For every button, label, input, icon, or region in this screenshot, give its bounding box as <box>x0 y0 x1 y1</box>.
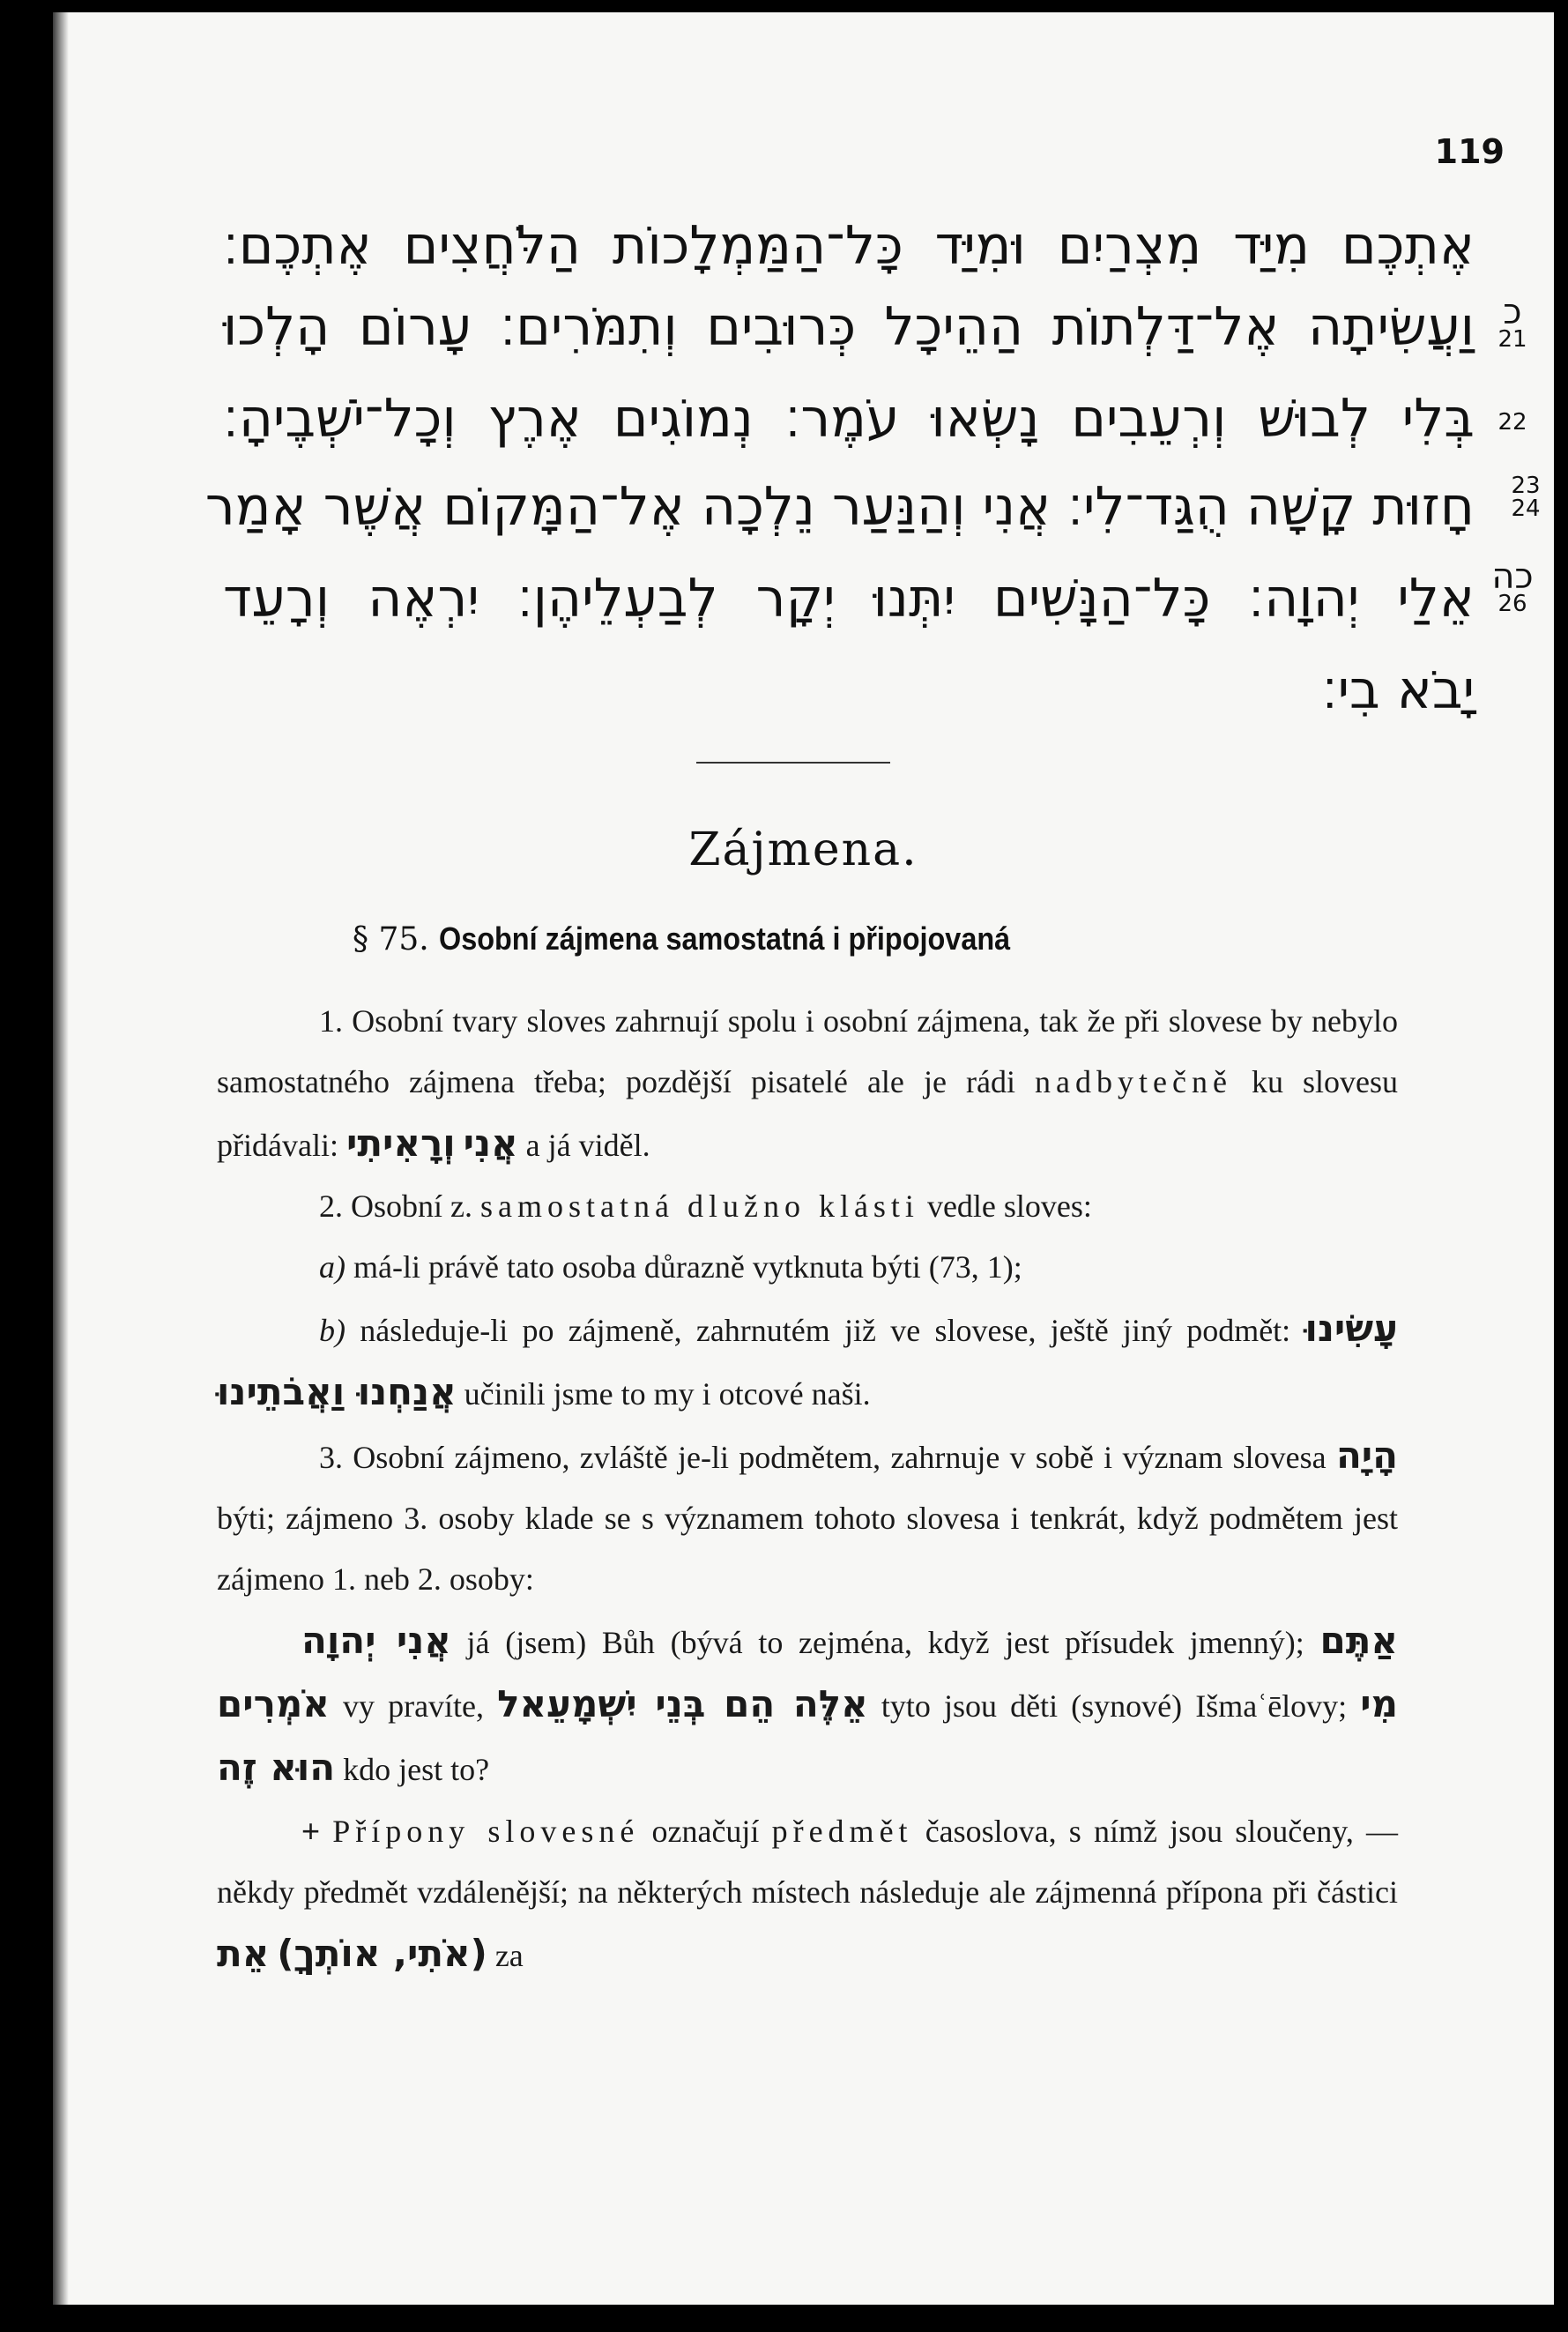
paragraph-4 <box>217 1800 1398 1986</box>
verse-number <box>1482 556 1543 617</box>
hebrew-phrase: אַתֶּם אֹמְרִים <box>217 1619 1398 1725</box>
text: učinili jsme to my i otcové naši. <box>464 1376 871 1412</box>
item-label: a) <box>319 1249 346 1285</box>
text: vy pravíte, <box>342 1688 485 1724</box>
hebrew-word: אֲנִי <box>463 1121 518 1165</box>
hebrew-phrase: אֵלֶּה הֵם בְּנֵי יִשְׁמָעֵאל <box>497 1682 868 1725</box>
verse-number: 22 <box>1497 409 1527 436</box>
section-title: Osobní zájmena samostatná i připojovaná <box>439 920 1011 957</box>
text: býti; zájmeno 3. osoby klade se s významem tohoto slovesa i tenkrát, když podmětem jest zájmeno 1. neb 2. osoby: <box>217 1501 1398 1597</box>
hebrew-phrase: (אֹתִי, אוֹתְךָ) <box>277 1932 487 1975</box>
hebrew-line: בְּלִי לְבוּשׁ וְרְעֵבִים נָשְׂאוּ עֹמֶר׃ נְמוֹגִים אֶרֶץ וְכָל־יֹשְׁבֶיהָ׃ <box>223 388 1475 450</box>
hebrew-line: וַעֲשִׂיתָה אֶל־דַּלְתוֹת הַהֵיכָל כְּרוּבִים וְתִמֹּרִים׃ עָרוֹם הָלְכוּ <box>223 296 1475 358</box>
text: následuje-li po zájmeně, zahrnutém již ve slovese, ještě jiný podmět: <box>360 1313 1291 1348</box>
emphasis-text: nadbytečně <box>1035 1064 1232 1099</box>
text: za <box>494 1938 524 1973</box>
paragraph-3 <box>217 1425 1398 1610</box>
paragraph-1 <box>217 991 1398 1176</box>
verse-number-text: 21 <box>1497 326 1527 353</box>
verse-letter: כה <box>1491 556 1534 597</box>
hebrew-line: יָבֹא בִי׃ <box>1321 659 1475 721</box>
text: 1. Osobní tvary sloves zahrnují spolu i osobní zájmena, tak že při slovese by nebylo samostatného zájmena třeba; pozdější pisatelé ale je rádi <box>217 1003 1398 1099</box>
emphasis-text: předmět <box>771 1814 913 1849</box>
book-page <box>53 12 1554 2305</box>
verse-number: 23 24 <box>1511 473 1541 522</box>
hebrew-line: אֵלַי יְהוָה׃ כָּל־הַנָּשִׁים יִתְּנוּ יְקָר לְבַעְלֵיהֶן׃ יִרְאֶה וְרָעֵד <box>223 568 1475 630</box>
page-edge-shadow <box>53 12 69 2305</box>
verse-number <box>1482 292 1543 353</box>
section-number: § 75. <box>353 921 429 957</box>
paragraph-2 <box>217 1176 1398 1237</box>
text: časoslova, s nímž jsou sloučeny, — někdy předmět vzdálenější; na některých místech následuje ale zájmenná přípona při částici <box>217 1814 1399 1910</box>
text: má-li právě tato osoba důrazně vytknuta býti (73, 1); <box>353 1249 1022 1285</box>
hebrew-word: הָיָה <box>1335 1434 1399 1477</box>
body-text <box>217 991 1398 1986</box>
text: kdo jest to? <box>343 1752 490 1787</box>
paragraph-2b <box>217 1298 1398 1425</box>
verse-number-text: 26 <box>1497 591 1527 617</box>
text: 3. Osobní zájmeno, zvláště je-li podmětem, zahrnuje v sobě i význam slovesa <box>319 1440 1326 1475</box>
text: vedle sloves: <box>926 1188 1092 1224</box>
divider-rule <box>696 762 890 764</box>
verse-letter: כ <box>1503 292 1522 332</box>
paragraph-2a <box>217 1237 1398 1298</box>
hebrew-phrase: אֲנִי יְהוָה <box>301 1619 451 1662</box>
hebrew-line: חָזוּת קָשָׁה הֻגַּד־לִי׃ אֲנִי וְהַנַּעַר נֵלְכָה אֶל־הַמָּקוֹם אֲשֶׁר אָמַר <box>204 476 1475 538</box>
chapter-heading: Zájmena. <box>688 823 918 876</box>
page-number: 119 <box>1434 132 1505 171</box>
text: 2. Osobní z. <box>319 1188 472 1224</box>
hebrew-line: אֶתְכֶם מִיַּד מִצְרַיִם וּמִיַּד כָּל־הַמַּמְלָכוֹת הַלֹּחֲצִים אֶתְכֶם׃ <box>223 215 1475 277</box>
section-mark: + <box>301 1813 321 1849</box>
item-label: b) <box>319 1313 346 1348</box>
text: já (jsem) Bůh (bývá to zejména, když jest přísudek jmenný); <box>466 1625 1304 1660</box>
hebrew-phrase: מִי הוּא זֶה <box>217 1682 1399 1789</box>
text: označují <box>651 1814 760 1849</box>
emphasis-text: Přípony slovesné <box>332 1814 640 1849</box>
text: a já viděl. <box>525 1128 650 1163</box>
hebrew-word: וְרָאִיתִי <box>346 1121 456 1165</box>
hebrew-phrase: עָשִׂינוּ אֲנַחְנוּ וַאֲבֹתֵינוּ <box>217 1307 1399 1413</box>
text: tyto jsou děti (synové) Išmaʿēlovy; <box>881 1688 1348 1724</box>
emphasis-text: samostatná dlužno klásti <box>480 1188 919 1224</box>
text: ku slovesu přidávali: <box>217 1064 1399 1163</box>
paragraph-examples <box>217 1610 1398 1800</box>
section-heading <box>353 920 1074 957</box>
hebrew-word: אֵת <box>217 1932 270 1975</box>
